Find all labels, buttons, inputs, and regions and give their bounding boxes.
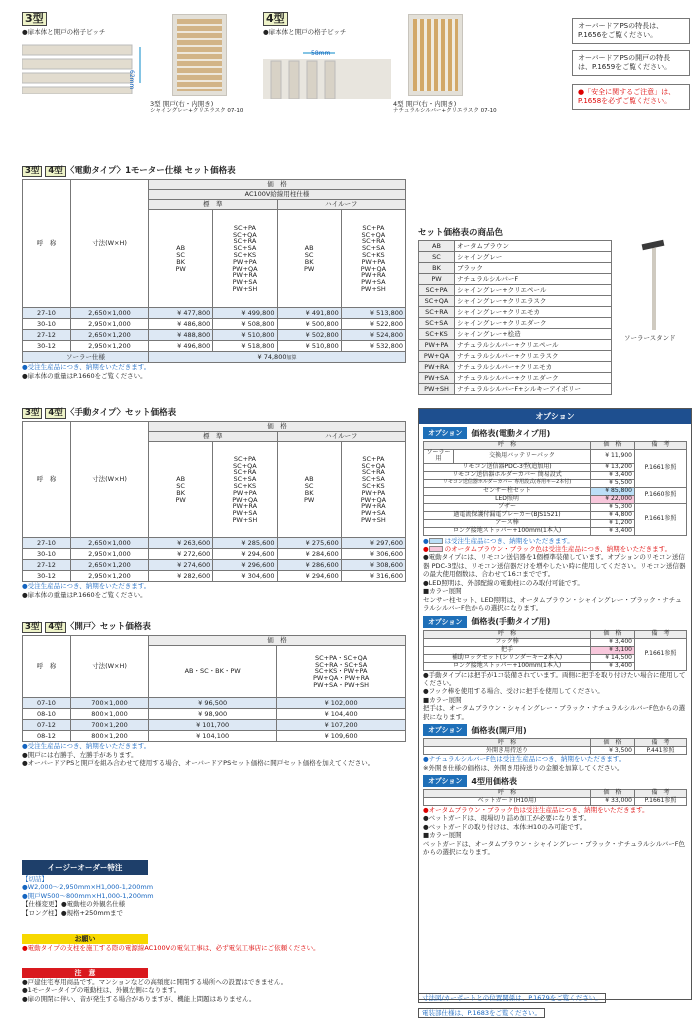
table-row: 07-10 700×1,000 ¥ 96,500 ¥ 102,000 [23, 698, 406, 709]
table-row: 30-12 2,950×1,200 ¥ 282,600 ¥ 304,600 ¥ 294,600 ¥ 316,600 [23, 571, 406, 582]
color-table-section [418, 226, 612, 395]
door-set-note-1: ●受注生産品につき、納期をいただきます。 [22, 742, 151, 751]
door-set-note-2: ●開戸には右勝手、左勝手があります。 [22, 750, 138, 759]
electric-set-note-2: ●扉本体の重量はP.1660をご覧ください。 [22, 371, 147, 380]
option-door-table: 呼 称 価 格 備 考 外開き用持送り ¥ 3,500 P.441参照 [423, 738, 687, 755]
request-text: ●電動タイプの支柱を施工する際の電源線AC100Vの電気工事は、必ず電気工事店にご依頼ください。 [22, 944, 320, 952]
option-door-text-1: ●ナチュラルシルバーF色は受注生産品につき、納期をいただきます。 [423, 755, 626, 764]
door-set-table: 呼 称 寸法(W×H) 価 格 AB・SC・BK・PW SC+PA・SC+QA SC+RA・SC+SA SC+KS・PW+PA PW+QA・PW+RA PW+SA・PW+SH 07-10 700×1,000 ¥ 96,500 ¥ 102,000 08-10 800×1,000 ¥ 98,900 ¥ 104,400 07-12 700×1,200 ¥ 101,700 ¥ 107,200 08-12 800×1,200 ¥ 104,100 ¥ 109,600 [22, 635, 406, 742]
table-row: センサー柱セット ¥ 85,800 P.1660参照 [424, 487, 687, 495]
color-table-title: セット価格表の商品色 [418, 228, 504, 238]
table-row: BK ブラック [419, 263, 612, 274]
option-type4-text-1: ●オータムブラウン・ブラック色は受注生産品につき、納期をいただきます。 [423, 806, 649, 815]
electric-set-section [22, 164, 406, 380]
type3-gate-image [172, 14, 227, 96]
table-row: 補助ロックセット(シリンダーキー2本入) ¥ 14,500 [424, 654, 687, 662]
table-row: SC+QA シャイングレー+クリエラスク [419, 296, 612, 307]
table-row: 27-10 2,650×1,000 ¥ 477,800 ¥ 499,800 ¥ 491,800 ¥ 513,800 [23, 308, 406, 319]
table-row: ソーラー仕様 ¥ 74,800加算 [23, 352, 406, 363]
option-door-title: オプション 価格表(開戸用) [423, 724, 687, 736]
electric-set-title: 3型 4型 〈電動タイプ〉1モーター仕様 セット価格表 [22, 164, 406, 177]
table-row: ブザー ¥ 5,300 P.1661参照 [424, 503, 687, 511]
option-panel [418, 408, 692, 1000]
table-row: LED照明 ¥ 22,000 [424, 495, 687, 503]
table-row: ロング接地ストッパー+100mm(1本入) ¥ 3,400 [424, 527, 687, 535]
option-manual-text-1: ●手動タイプには把手が1コ装備されています。両側に把手を取り付けたい場合に使用してください。 [423, 670, 686, 687]
table-row: 08-12 800×1,200 ¥ 104,100 ¥ 109,600 [23, 731, 406, 742]
table-row: ベットガード(H10用) ¥ 33,000 P.1661参照 [424, 798, 687, 806]
option-type4-text-5: ベットガードは、オータムブラウン・シャイングレー・ブラック・ナチュラルシルバーF色からの選択になります。 [423, 839, 685, 857]
option-manual-table: 呼 称 価 格 備 考 フック棒 ¥ 3,400 P.1661参照 把手 ¥ 3,100 補助ロックセット(シリンダーキー2本入) ¥ 14,500 ロング接地ストッパー+100mm(1本入) ¥ 3,400 [423, 630, 687, 671]
option-manual-text-4: 把手は、オータムブラウン・シャイングレー・ブラック・ナチュラルシルバーF色からの選択になります。 [423, 704, 686, 721]
option-electric-table: 呼 称 価 格 備 考 ソーラー用 交換用バッテリーパック ¥ 11,900 P.1661参照 リモコン送信器PDC-3型(追加用) ¥ 13,200 リモコン送信器ホルダーカバー 簡易設式 ¥ 3,400 リモコン送信器ホルダーカバー 専用設式(専用キー2本付) ¥ 5,500 センサー柱セット ¥ 85,800 P.1660参照 LED照明 ¥ 22,000 ブザー ¥ 5,300 P.1661参照 過電流保護付漏電ブレーカー(BJS1521) ¥ 4,800 アース棒 ¥ 1,200 ロング接地ストッパー+100mm(1本入) ¥ 3,400 [423, 441, 687, 536]
solar-stand-caption: ソーラースタンド [624, 334, 676, 342]
electric-set-table: 呼 称 寸法(W×H) 価 格 AC100V給線用柱仕様 標 準 ハイルーフ AB SC BK PW SC+PA SC+QA SC+RA SC+SA SC+KS PW+PA PW+QA PW+RA PW+SA PW+SH AB SC BK PW SC+PA SC+QA SC+RA SC+SA SC+KS PW+PA PW+QA PW+RA PW+SA PW+SH 27-10 2,650×1,000 ¥ 477,800 ¥ 499,800 ¥ 491,800 ¥ 513,800 30-10 2,950×1,000 ¥ 486,800 ¥ 508,800 ¥ 500,800 ¥ 522,800 27-12 2,650×1,200 ¥ 488,800 ¥ 510,800 ¥ 502,800 ¥ 524,800 30-12 2,950×1,200 ¥ 496,800 ¥ 518,800 ¥ 510,800 ¥ 532,800 ソーラー仕様 ¥ 74,800加算 [22, 179, 406, 363]
door-set-note-3: ●オーバードアPSと開戸を組み合わせて使用する場合、オーバードアPSセット価格に開戸セット価格を加えてください。 [22, 759, 375, 768]
manual-set-table: 呼 称 寸法(W×H) 価 格 標 準 ハイルーフ AB SC BK PW SC+PA SC+QA SC+RA SC+SA SC+KS PW+PA PW+QA PW+RA PW+SA PW+SH AB SC BK PW SC+PA SC+QA SC+RA SC+SA SC+KS PW+PA PW+QA PW+RA PW+SA PW+SH 27-10 2,650×1,000 ¥ 263,600 ¥ 285,600 ¥ 275,600 ¥ 297,600 30-10 2,950×1,000 ¥ 272,600 ¥ 294,600 ¥ 284,600 ¥ 306,600 27-12 2,650×1,200 ¥ 274,600 ¥ 296,600 ¥ 286,600 ¥ 308,600 30-12 2,950×1,200 ¥ 282,600 ¥ 304,600 ¥ 294,600 ¥ 316,600 [22, 421, 406, 582]
table-row: リモコン送信器PDC-3型(追加用) ¥ 13,200 [424, 463, 687, 471]
link-electrical[interactable]: 電装部仕様は、P.1683をご覧ください。 [418, 1008, 545, 1018]
easy-w1: ●W2,000〜2,950mm×H1,000-1,200mm [22, 883, 154, 892]
option-electric-text-1: ●電動タイプには、リモコン送信器を1個標準装備しています。オプションのリモコン送信器 PDC-3型は、リモコン送信器だけを増やしたい時に使用してください。リモコン送信器の最大使用個数は、合わせて16コまでです。 [423, 553, 686, 579]
notice-2: ●1モータータイプの電動柱は、外観左側になります。 [22, 986, 181, 995]
table-row: 27-12 2,650×1,200 ¥ 488,800 ¥ 510,800 ¥ 502,800 ¥ 524,800 [23, 330, 406, 341]
type4-slat-diagram [263, 39, 391, 99]
notice-bar: 注 意 [22, 968, 148, 978]
table-row: 把手 ¥ 3,100 [424, 646, 687, 654]
table-row: 07-12 700×1,200 ¥ 101,700 ¥ 107,200 [23, 720, 406, 731]
type4-section [263, 12, 393, 101]
option-type4-table: 呼 称 価 格 備 考 ベットガード(H10用) ¥ 33,000 P.1661参照 [423, 789, 687, 806]
table-row: 27-12 2,650×1,200 ¥ 274,600 ¥ 296,600 ¥ 286,600 ¥ 308,600 [23, 560, 406, 571]
type4-caption: 4型 開戸(右・内開き) ナチュラルシルバー+クリエラスク 07-10 [393, 100, 497, 115]
manual-set-section [22, 406, 406, 599]
door-set-section [22, 620, 406, 768]
table-row: SC+PA シャイングレー+クリエペール [419, 285, 612, 296]
option-electric-text-4: センサー柱セット、LED照明は、オータムブラウン・シャイングレー・ブラック・ナチュラルシルバーF色からの選択になります。 [423, 595, 682, 613]
option-type4-text-2: ●ベットガードは、現場切り詰め加工が必要になります。 [423, 814, 591, 823]
easy-spec: 【仕様変更】●電動柱の外観名仕様 [22, 900, 126, 909]
table-row: 08-10 800×1,000 ¥ 98,900 ¥ 104,400 [23, 709, 406, 720]
table-row: 30-10 2,950×1,000 ¥ 486,800 ¥ 508,800 ¥ 500,800 ¥ 522,800 [23, 319, 406, 330]
request-bar: お願い [22, 934, 148, 944]
table-row: リモコン送信器ホルダーカバー 簡易設式 ¥ 3,400 [424, 471, 687, 479]
easy-long: 【ロング柱】●規格+250mmまで [22, 908, 124, 917]
type3-pitch-label: ●扉本体と開戸の格子ピッチ [22, 28, 106, 37]
type4-dim: 58mm [311, 50, 331, 57]
option-manual-text-2: ●フック棒を使用する場合、受けに把手を使用してください。 [423, 687, 604, 696]
table-row: SC シャイングレー [419, 252, 612, 263]
info-box-door-features: オーバードアPSの開戸の特長は、P.1659をご覧ください。 [572, 50, 690, 76]
table-row: フック棒 ¥ 3,400 P.1661参照 [424, 638, 687, 646]
electric-set-note-1: ●受注生産品につき、納期をいただきます。 [22, 363, 151, 372]
table-row: リモコン送信器ホルダーカバー 専用設式(専用キー2本付) ¥ 5,500 [424, 479, 687, 487]
type3-badge: 3型 [22, 12, 47, 26]
table-row: PW+QA ナチュラルシルバー+クリエラスク [419, 351, 612, 362]
table-row: アース棒 ¥ 1,200 [424, 519, 687, 527]
type4-pitch-label: ●扉本体と開戸の格子ピッチ [263, 28, 347, 37]
table-row: ロング接地ストッパー+100mm(1本入) ¥ 3,400 [424, 662, 687, 670]
door-set-title: 3型 4型 〈開戸〉セット価格表 [22, 620, 406, 633]
easy-order-bar: イージーオーダー特注 [22, 860, 148, 875]
option-electric-title: オプション 価格表(電動タイプ用) [423, 427, 687, 439]
type3-section [22, 12, 150, 96]
type4-badge: 4型 [263, 12, 288, 26]
safety-warning: ●「安全に関するご注意」は、P.1658を必ずご覧ください。 [572, 84, 690, 110]
type3-caption: 3型 開戸(右・内開き) シャイングレー+クリエラスク 07-10 [150, 100, 244, 115]
table-row: 過電流保護付漏電ブレーカー(BJS1521) ¥ 4,800 [424, 511, 687, 519]
table-row: AB オータムブラウン [419, 241, 612, 252]
table-row: PW+RA ナチュラルシルバー+クリエモカ [419, 362, 612, 373]
option-type4-text-3: ●ベットガードの取り付けは、本体:H10のみ可能です。 [423, 822, 587, 831]
notice-3: ●扉の開閉に伴い、音が発生する場合がありますが、機能上問題はありません。 [22, 994, 256, 1003]
table-row: SC+SA シャイングレー+クリエダーク [419, 318, 612, 329]
table-row: SC+RA シャイングレー+クリエモカ [419, 307, 612, 318]
easy-cut: 【切詰】 [22, 875, 48, 883]
table-row: PW+PA ナチュラルシルバー+クリエペール [419, 340, 612, 351]
color-table [418, 240, 612, 395]
table-row: SC+KS シャイングレー+桧造 [419, 329, 612, 340]
option-electric-text-2: ●LED照明は、外部配線の電動柱にのみ取付可能です。 [423, 578, 584, 587]
type3-dim: 62mm [128, 70, 135, 90]
manual-set-note-1: ●受注生産品につき、納期をいただきます。 [22, 582, 151, 591]
type4-gate-image [408, 14, 463, 96]
info-box-features: オーバードアPSの特長は、P.1656をご覧ください。 [572, 18, 690, 44]
table-row: 30-10 2,950×1,000 ¥ 272,600 ¥ 294,600 ¥ 284,600 ¥ 306,600 [23, 549, 406, 560]
easy-w2: ●開戸W500〜800mm×H1,000-1,200mm [22, 891, 154, 900]
notice-section [22, 968, 332, 1003]
table-row: PW+SA ナチュラルシルバー+クリエダーク [419, 373, 612, 384]
table-row: PW ナチュラルシルバーF [419, 274, 612, 285]
table-row: ソーラー用 交換用バッテリーパック ¥ 11,900 P.1661参照 [424, 450, 687, 464]
request-section [22, 934, 332, 952]
link-dimension[interactable]: 寸法図/カーポートとの位置関係は、P.1679をご覧ください。 [418, 993, 606, 1003]
table-row: PW+SH ナチュラルシルバーF+シルキーアイボリー [419, 384, 612, 395]
table-row: 30-12 2,950×1,200 ¥ 496,800 ¥ 518,800 ¥ 510,800 ¥ 532,800 [23, 341, 406, 352]
table-row: 外開き用持送り ¥ 3,500 P.441参照 [424, 747, 687, 755]
option-legend-pink: ● のオータムブラウン・ブラック色は受注生産品につき、納期をいただきます。 [423, 545, 672, 554]
easy-order-section [22, 860, 232, 917]
option-type4-text-4: ■カラー展開 [423, 831, 462, 840]
option-header: オプション [419, 409, 691, 424]
manual-set-title: 3型 4型 〈手動タイプ〉セット価格表 [22, 406, 406, 419]
option-electric-text-3: ■カラー展開 [423, 587, 462, 596]
manual-set-note-2: ●扉本体の重量はP.1660をご覧ください。 [22, 590, 147, 599]
option-legend-blue: ● は受注生産品につき、納期をいただきます。 [423, 536, 574, 545]
notice-1: ●戸建住宅専用商品です。マンションなどの高頻度に開閉する場所への設置はできません。 [22, 978, 288, 986]
option-type4-title: オプション 4型用価格表 [423, 775, 687, 787]
option-manual-title: オプション 価格表(手動タイプ用) [423, 616, 687, 628]
option-manual-text-3: ■カラー展開 [423, 695, 462, 704]
option-door-text-2: ※外開き仕様の価格は、外開き用持送りの金額を加算してください。 [423, 763, 624, 772]
solar-stand-image [640, 238, 670, 330]
table-row: 27-10 2,650×1,000 ¥ 263,600 ¥ 285,600 ¥ 275,600 ¥ 297,600 [23, 538, 406, 549]
